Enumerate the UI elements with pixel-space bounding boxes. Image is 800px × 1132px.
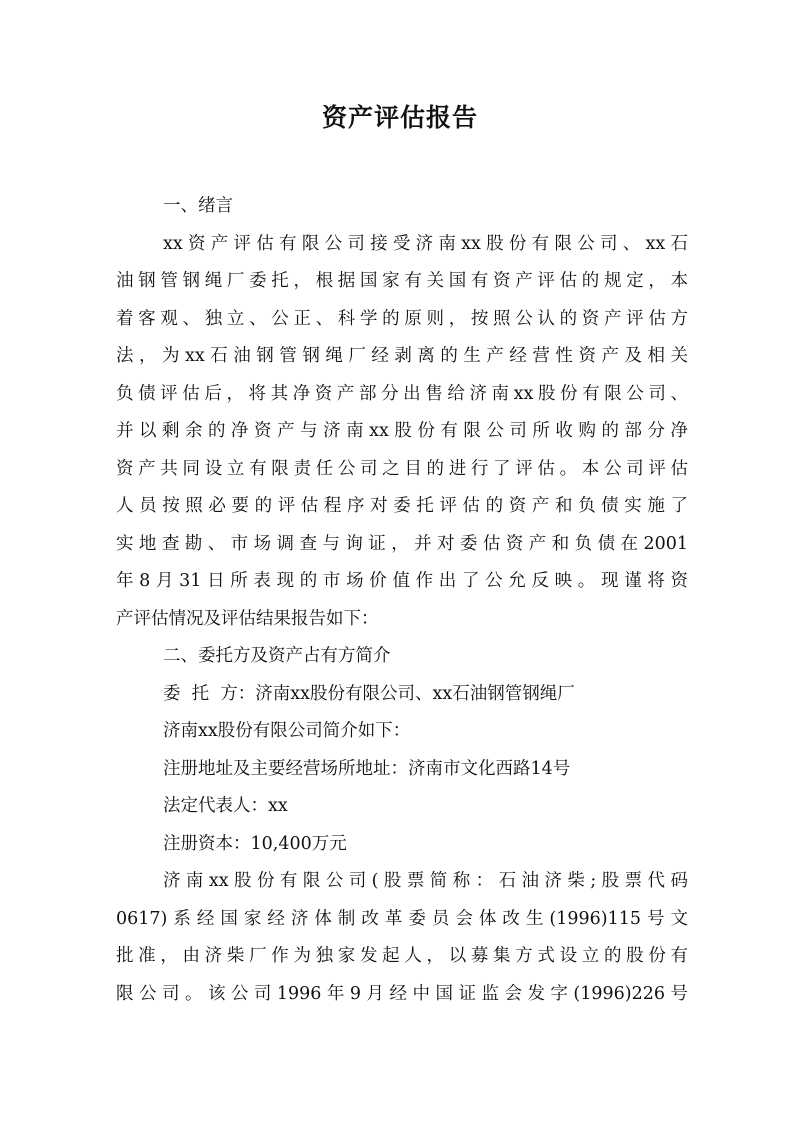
paragraph-line: 限公司。该公司1996年9月经中国证监会发字(1996)226号 [116,983,688,1004]
client-line: 委 托 方：济南xx股份有限公司、xx石油钢管钢绳厂 [163,683,575,704]
paragraph-line: 负债评估后，将其净资产部分出售给济南xx股份有限公司、 [116,383,688,404]
registered-address-line: 注册地址及主要经营场所地址：济南市文化西路14号 [163,758,571,779]
document-body [116,188,688,1013]
paragraph-line: 着客观、独立、公正、科学的原则，按照公认的资产评估方 [116,308,688,329]
company-intro-line: 济南xx股份有限公司简介如下： [163,721,411,741]
paragraph-line: 并以剩余的净资产与济南xx股份有限公司所收购的部分净 [116,421,688,441]
paragraph-line: 资产共同设立有限责任公司之目的进行了评估。本公司评估 [116,458,688,479]
paragraph-line: 济南xx股份有限公司(股票简称：石油济柴;股票代码 [163,871,688,891]
document-title: 资产评估报告 [321,103,478,132]
paragraph-line: 0617)系经国家经济体制改革委员会体改生(1996)115号文 [116,908,688,929]
paragraph-line: 人员按照必要的评估程序对委托评估的资产和负债实施了 [116,496,688,516]
paragraph-line: 法，为xx石油钢管钢绳厂经剥离的生产经营性资产及相关 [116,346,688,366]
paragraph-line: 年8月31日所表现的市场价值作出了公允反映。现谨将资 [116,571,688,591]
legal-representative-line: 法定代表人：xx [163,796,288,816]
section-heading-intro: 一、绪言 [163,196,233,216]
paragraph-line: 批准，由济柴厂作为独家发起人，以募集方式设立的股份有 [116,946,688,966]
section-heading-parties: 二、委托方及资产占有方简介 [163,646,391,666]
paragraph-line: 油钢管钢绳厂委托，根据国家有关国有资产评估的规定，本 [116,271,688,291]
paragraph-line: 实地查勘、市场调查与询证，并对委估资产和负债在2001 [116,533,688,554]
paragraph-line: xx资产评估有限公司接受济南xx股份有限公司、xx石 [163,233,688,254]
registered-capital-line: 注册资本：10,400万元 [163,833,347,854]
paragraph-line: 产评估情况及评估结果报告如下： [116,608,379,629]
